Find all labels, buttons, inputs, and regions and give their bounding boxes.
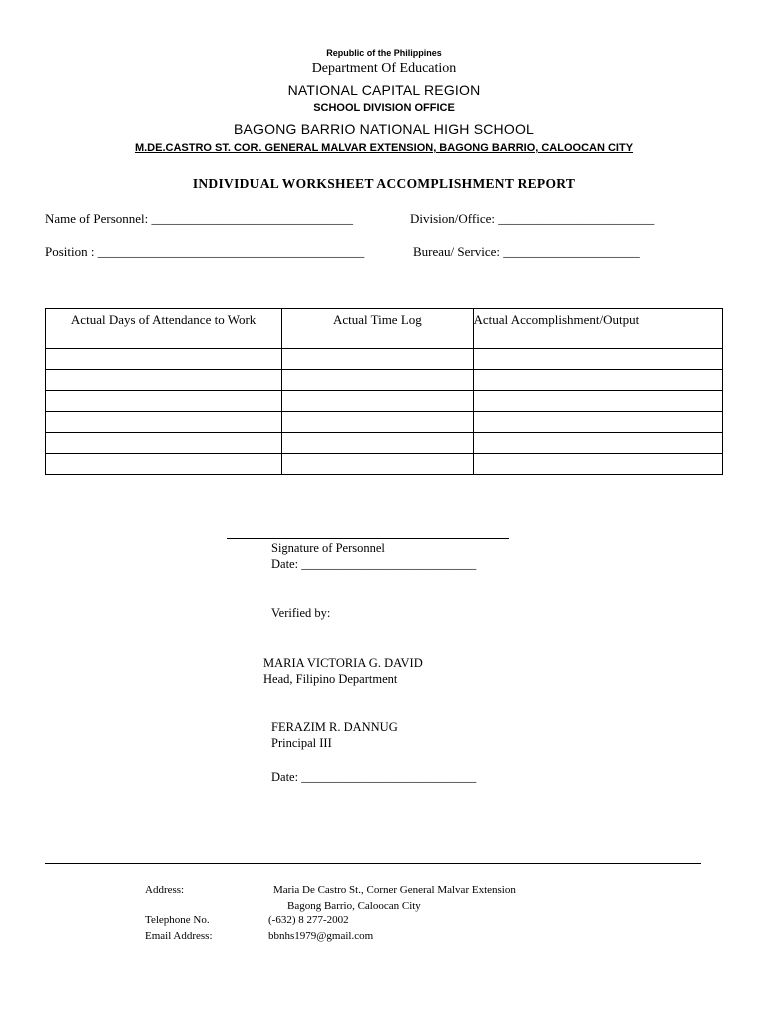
table-row xyxy=(46,370,723,391)
table-cell[interactable] xyxy=(282,391,473,412)
table-cell[interactable] xyxy=(46,370,282,391)
school-name: BAGONG BARRIO NATIONAL HIGH SCHOOL xyxy=(233,121,535,137)
table-cell[interactable] xyxy=(473,391,722,412)
table-cell[interactable] xyxy=(46,433,282,454)
footer-telephone-value: (-632) 8 277-2002 xyxy=(268,914,349,926)
division-office-field[interactable]: Division/Office: ________________________ xyxy=(410,211,655,226)
table-cell[interactable] xyxy=(282,370,473,391)
table-header-row xyxy=(46,309,723,349)
table-row xyxy=(46,349,723,370)
division-line: SCHOOL DIVISION OFFICE xyxy=(313,102,455,114)
department-line: Department Of Education xyxy=(311,61,457,76)
table-cell[interactable] xyxy=(46,412,282,433)
column-header-accomplishment: Actual Accomplishment/Output xyxy=(473,309,722,349)
footer-telephone-label: Telephone No. xyxy=(145,914,210,926)
table-cell[interactable] xyxy=(473,370,722,391)
principal-name: FERAZIM R. DANNUG xyxy=(271,720,398,734)
verifier-name: MARIA VICTORIA G. DAVID xyxy=(263,656,423,670)
table-cell[interactable] xyxy=(282,454,473,475)
verifier-title: Head, Filipino Department xyxy=(263,672,398,686)
report-title: INDIVIDUAL WORKSHEET ACCOMPLISHMENT REPORT xyxy=(192,176,576,191)
table-cell[interactable] xyxy=(46,454,282,475)
table-cell[interactable] xyxy=(473,454,722,475)
footer-address-line2: Bagong Barrio, Caloocan City xyxy=(287,900,421,912)
table-cell[interactable] xyxy=(46,391,282,412)
table-cell[interactable] xyxy=(282,412,473,433)
school-address: M.DE.CASTRO ST. COR. GENERAL MALVAR EXTENSION, BAGONG BARRIO, CALOOCAN CITY xyxy=(134,142,634,154)
attendance-log-table xyxy=(45,308,723,475)
bureau-service-field[interactable]: Bureau/ Service: _____________________ xyxy=(413,244,640,259)
table-cell[interactable] xyxy=(473,349,722,370)
signature-line[interactable] xyxy=(227,538,509,539)
table-cell[interactable] xyxy=(473,412,722,433)
column-header-attendance: Actual Days of Attendance to Work xyxy=(46,309,282,349)
footer-address-line1: Maria De Castro St., Corner General Malvar Extension xyxy=(273,884,516,896)
footer-email-label: Email Address: xyxy=(145,930,213,942)
position-field[interactable]: Position : _________________________________________ xyxy=(45,244,365,259)
table-cell[interactable] xyxy=(282,349,473,370)
table-row xyxy=(46,412,723,433)
republic-line: Republic of the Philippines xyxy=(326,48,442,58)
table-row xyxy=(46,433,723,454)
footer-divider xyxy=(45,863,701,864)
table-cell[interactable] xyxy=(46,349,282,370)
table-row xyxy=(46,391,723,412)
principal-date-field[interactable]: Date: ____________________________ xyxy=(271,770,477,784)
footer-email-value[interactable]: bbnhs1979@gmail.com xyxy=(268,930,374,942)
table-row xyxy=(46,454,723,475)
signature-label: Signature of Personnel xyxy=(271,541,385,555)
region-line: NATIONAL CAPITAL REGION xyxy=(287,82,481,98)
table-cell[interactable] xyxy=(282,433,473,454)
table-cell[interactable] xyxy=(473,433,722,454)
personnel-date-field[interactable]: Date: ____________________________ xyxy=(271,557,477,571)
column-header-time-log: Actual Time Log xyxy=(282,309,473,349)
verified-by-label: Verified by: xyxy=(271,606,331,620)
footer-address-label: Address: xyxy=(145,884,185,896)
principal-title: Principal III xyxy=(271,736,332,750)
name-of-personnel-field[interactable]: Name of Personnel: _______________________________ xyxy=(45,211,354,226)
